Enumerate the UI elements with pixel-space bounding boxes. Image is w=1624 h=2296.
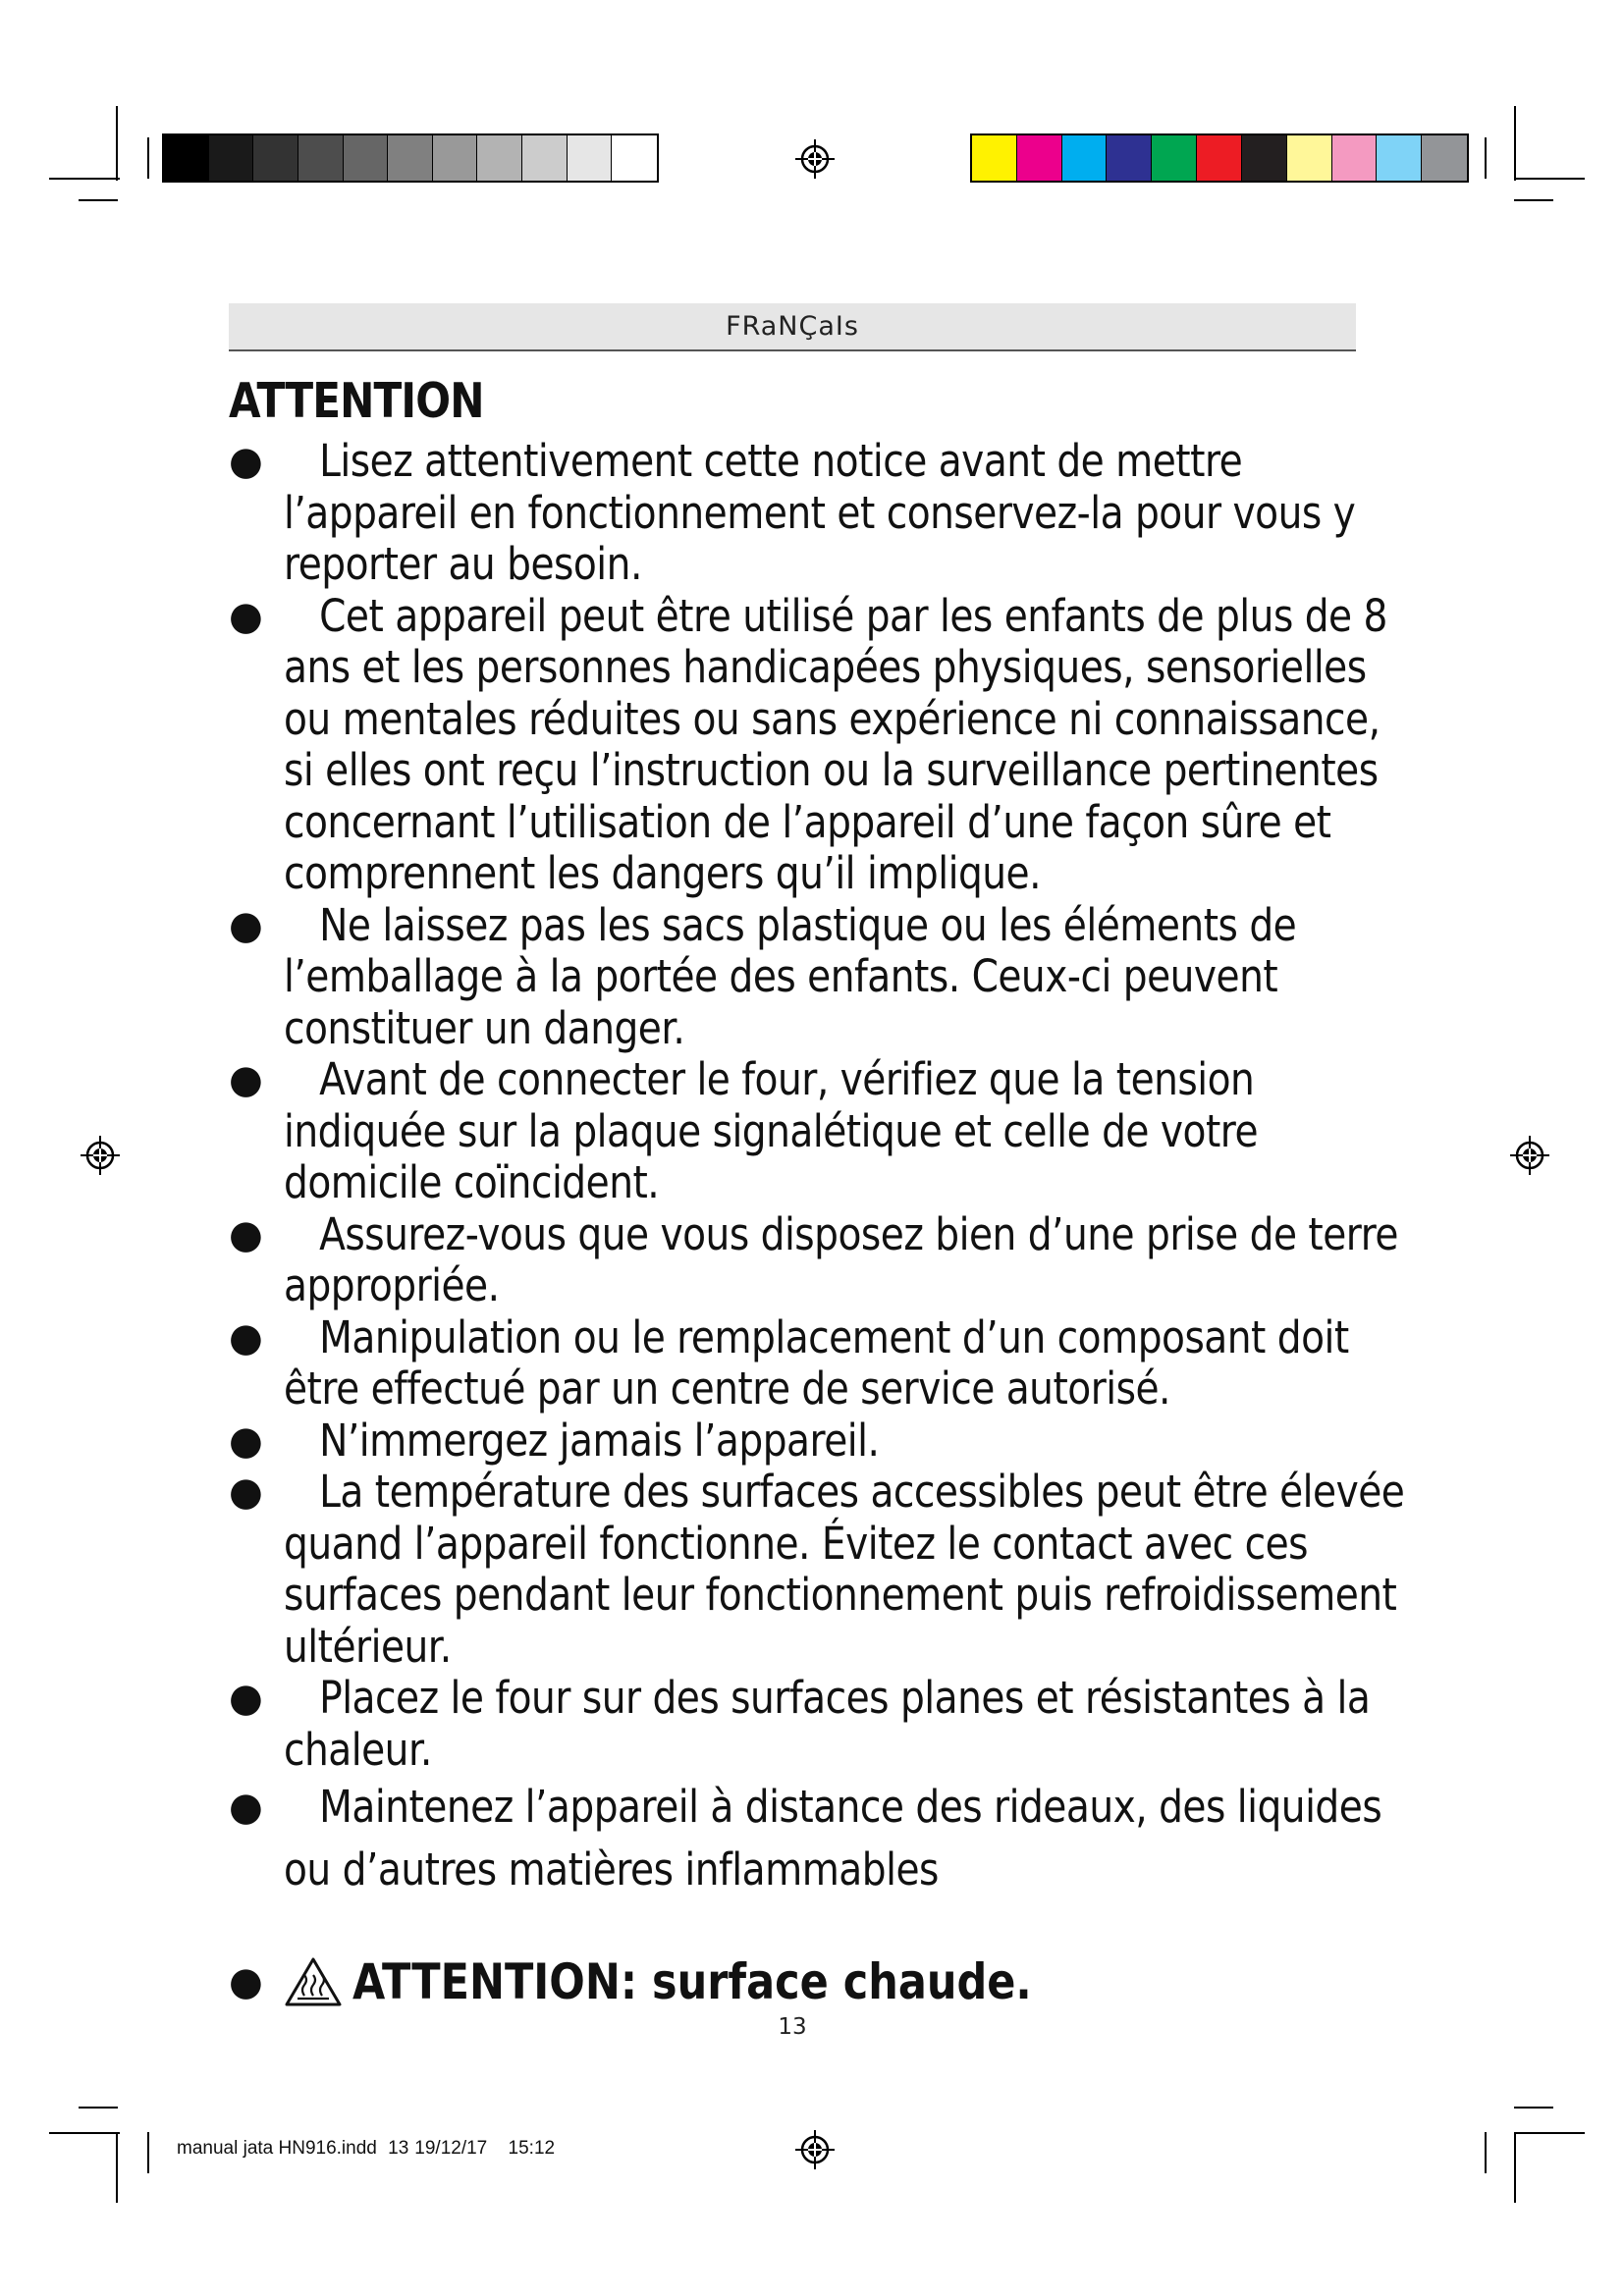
color-swatch — [433, 135, 478, 181]
bullet-icon: ● — [229, 1959, 263, 2004]
list-item — [229, 1054, 1422, 1209]
list-item — [229, 1776, 1422, 1901]
bullet-icon: ● — [229, 439, 263, 484]
printer-slug — [177, 2138, 561, 2160]
list-item-text: Ne laissez pas les sacs plastique ou les éléments de l’emballage à la portée des enfants. Ceux-ci peuvent constituer un danger. — [284, 898, 1297, 1054]
list-item-text: Maintenez l’appareil à distance des rideaux, des liquides ou d’autres matières inflammables — [284, 1781, 1382, 1896]
bullet-icon: ● — [229, 1211, 263, 1257]
crop-mark — [49, 178, 120, 180]
list-item — [229, 1673, 1422, 1776]
list-item-text: Cet appareil peut être utilisé par les enfants de plus de 8 ans et les personnes handicapées physiques, sensorielles ou mentales réduites ou sans expérience ni connaissance, si elles ont reçu l’instruction ou la surveillance pertinentes concernant l’utilisation de l’appareil d’une façon sûre et comprennent les dangers qu’il implique. — [284, 589, 1387, 899]
list-item-text: Avant de connecter le four, vérifiez que la tension indiquée sur la plaque signalétique et celle de votre domicile coïncident. — [284, 1053, 1259, 1208]
crop-mark — [1514, 2107, 1553, 2109]
crop-mark — [79, 2107, 118, 2109]
list-item — [229, 1209, 1422, 1312]
page-title: ATTENTION — [229, 373, 484, 429]
color-swatch — [1242, 135, 1287, 181]
bullet-icon: ● — [229, 1469, 263, 1515]
list-item — [229, 591, 1422, 900]
crop-mark — [1514, 199, 1553, 201]
registration-mark-icon — [793, 2128, 837, 2171]
color-swatch — [1287, 135, 1332, 181]
page-number: 13 — [778, 2014, 807, 2040]
crop-mark — [49, 2132, 120, 2134]
color-swatch — [612, 135, 657, 181]
crop-mark — [147, 2132, 149, 2173]
color-swatch — [1332, 135, 1378, 181]
slug-date: 19/12/17 — [414, 2138, 488, 2159]
bullet-icon: ● — [229, 1785, 263, 1830]
hot-surface-warning — [229, 1953, 1142, 2010]
color-swatch — [388, 135, 433, 181]
list-item — [229, 436, 1422, 591]
color-swatch — [1422, 135, 1467, 181]
slug-time: 15:12 — [508, 2138, 556, 2159]
color-swatch — [1197, 135, 1242, 181]
color-bar — [970, 133, 1469, 183]
color-swatch — [298, 135, 344, 181]
crop-mark — [147, 137, 149, 179]
color-swatch — [1377, 135, 1422, 181]
list-item — [229, 1467, 1422, 1673]
hot-surface-warning-icon — [284, 1956, 343, 2007]
crop-mark — [1485, 137, 1487, 179]
crop-mark — [1514, 106, 1516, 181]
list-item-text: Manipulation ou le remplacement d’un composant doit être effectué par un centre de service autorisé. — [284, 1310, 1349, 1415]
crop-mark — [1514, 178, 1585, 180]
color-swatch — [1152, 135, 1197, 181]
crop-mark — [1485, 2132, 1487, 2173]
list-item-text: La température des surfaces accessibles peut être élevée quand l’appareil fonctionne. Évitez le contact avec ces surfaces pendant leur fonctionnement puis refroidissement ultérieur. — [284, 1466, 1405, 1673]
list-item — [229, 1312, 1422, 1415]
list-item-text: Assurez-vous que vous disposez bien d’une prise de terre appropriée. — [284, 1207, 1398, 1311]
color-swatch — [972, 135, 1017, 181]
list-item — [229, 900, 1422, 1055]
crop-mark — [1514, 2132, 1516, 2203]
color-swatch — [164, 135, 209, 181]
registration-mark-icon — [1508, 1134, 1551, 1177]
slug-file: manual jata HN916.indd — [177, 2138, 377, 2159]
crop-mark — [1514, 2132, 1585, 2134]
color-swatch — [253, 135, 298, 181]
color-swatch — [1017, 135, 1062, 181]
bullet-icon: ● — [229, 1314, 263, 1361]
grayscale-bar — [162, 133, 659, 183]
slug-page: 13 — [388, 2138, 409, 2159]
list-item-text: Placez le four sur des surfaces planes et résistantes à la chaleur. — [284, 1672, 1371, 1776]
safety-list — [229, 436, 1422, 1901]
bullet-icon: ● — [229, 1676, 263, 1721]
crop-mark — [79, 199, 118, 201]
color-swatch — [344, 135, 389, 181]
color-swatch — [1107, 135, 1152, 181]
registration-mark-icon — [793, 137, 837, 181]
bullet-icon: ● — [229, 1057, 263, 1102]
registration-mark-icon — [79, 1134, 122, 1177]
bullet-icon: ● — [229, 593, 263, 639]
crop-mark — [116, 106, 118, 181]
color-swatch — [522, 135, 568, 181]
hot-surface-warning-text: ATTENTION: surface chaude. — [352, 1953, 1032, 2010]
color-swatch — [1062, 135, 1108, 181]
list-item-text: Lisez attentivement cette notice avant de mettre l’appareil en fonctionnement et conservez-la pour vous y reporter au besoin. — [284, 435, 1356, 590]
bullet-icon: ● — [229, 902, 263, 948]
color-swatch — [568, 135, 613, 181]
color-swatch — [477, 135, 522, 181]
crop-mark — [116, 2132, 118, 2203]
language-label: FRaNÇaIs — [726, 311, 859, 342]
color-swatch — [209, 135, 254, 181]
list-item-text: N’immergez jamais l’appareil. — [319, 1414, 880, 1467]
language-header — [229, 303, 1356, 351]
bullet-icon: ● — [229, 1417, 263, 1464]
list-item — [229, 1415, 1422, 1468]
